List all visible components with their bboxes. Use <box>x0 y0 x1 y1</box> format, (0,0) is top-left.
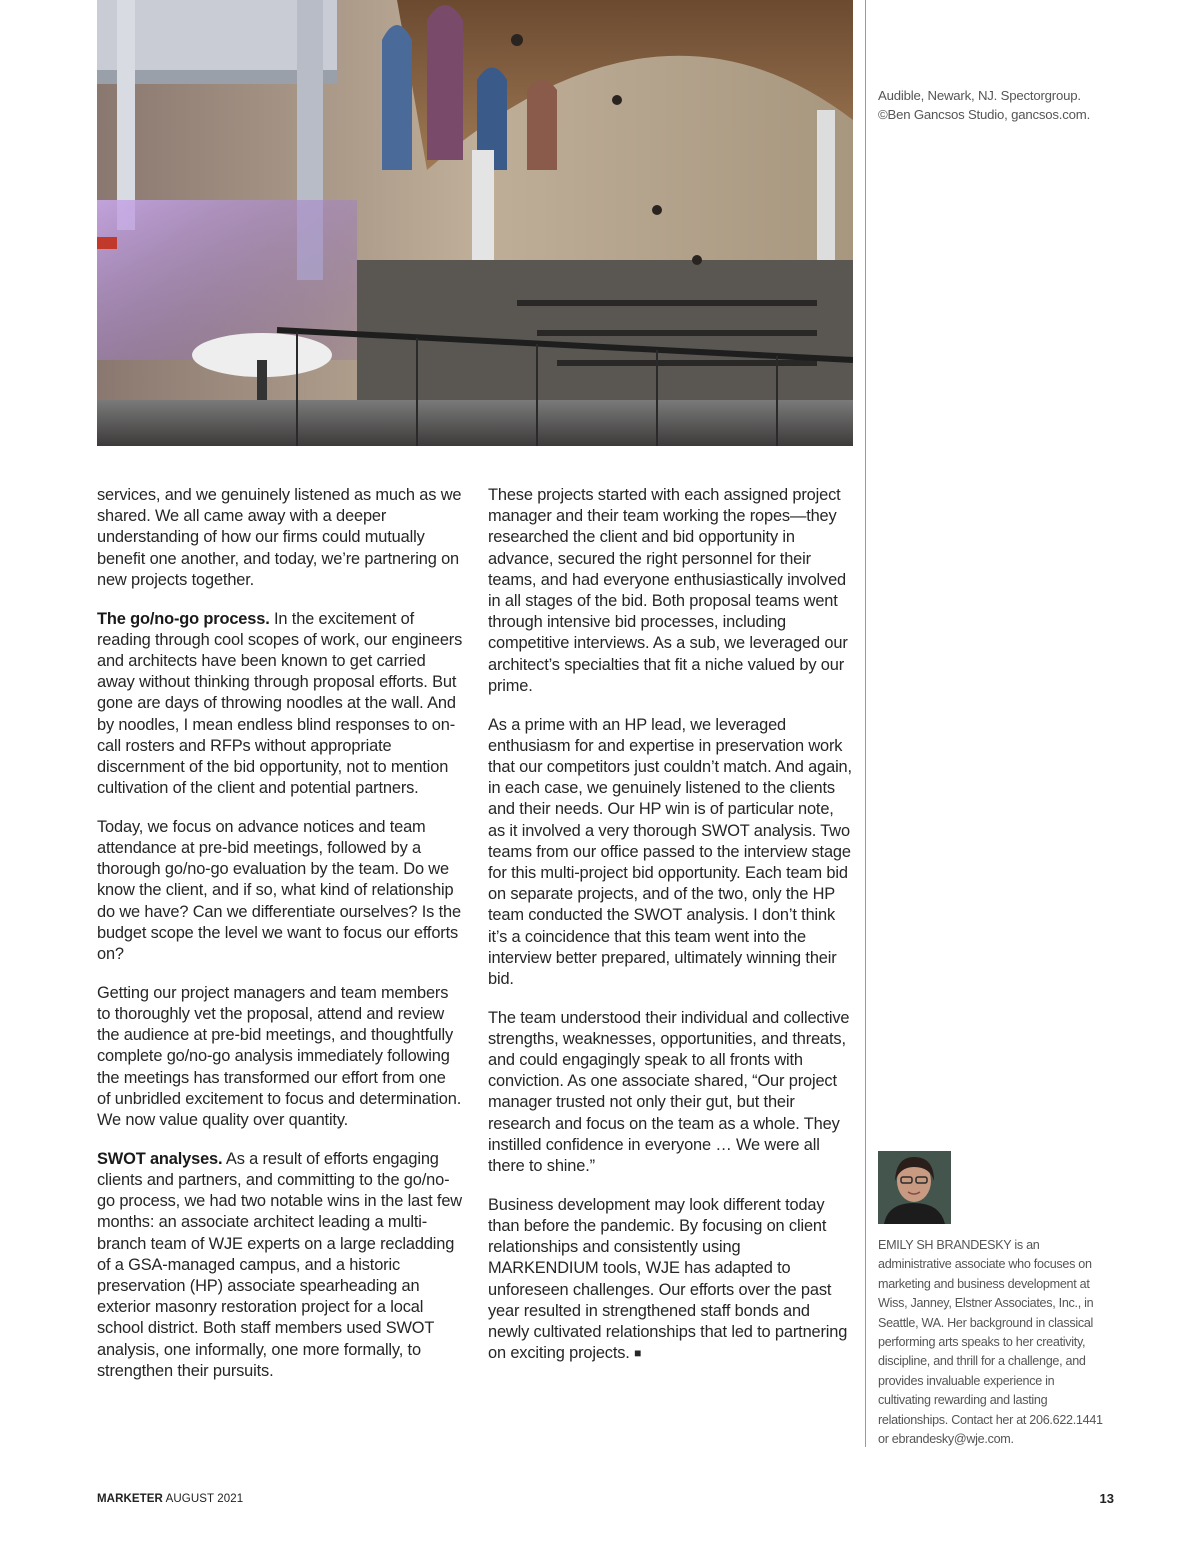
paragraph: Getting our project managers and team members to thoroughly vet the proposal, attend and review the audience at pre-bid meetings, and thoughtfully complete go/no-go analysis immediately following the meetings has transformed our effort from one of unbridled excitement to focus and determination. We now value quality over quantity. <box>97 983 462 1129</box>
column-divider <box>865 0 866 1447</box>
paragraph: These projects started with each assigned project manager and their team working the ropes—they researched the client and bid opportunity in advance, secured the right personnel for their teams, and had everyone enthusiastically involved in all stages of the bid. Both proposal teams went through intensive bid processes, including competitive interviews. As a sub, we leveraged our architect’s specialties that fit a niche valued by our prime. <box>488 486 848 695</box>
article-column-left <box>97 485 463 1399</box>
photo-caption <box>878 86 1118 124</box>
paragraph-body: In the excitement of reading through cool scopes of work, our engineers and architects have been known to get carried away without thinking through proposal efforts. But gone are days of throwing noodles at the wall. And by noodles, I mean endless blind responses to on-call rosters and RFPs without appropriate discernment of the bid opportunity, not to mention cultivation of the client and potential partners. <box>97 609 463 798</box>
caption-line-1: Audible, Newark, NJ. Spectorgroup. <box>878 88 1081 103</box>
paragraph <box>97 1149 463 1382</box>
paragraph: services, and we genuinely listened as much as we shared. We all came away with a deeper understanding of how our firms could mutually benefit one another, and today, we’re partnering on new projects together. <box>97 486 462 589</box>
paragraph: As a prime with an HP lead, we leveraged enthusiasm for and expertise in preservation work that our competitors just couldn’t match. And again, in each case, we genuinely listened to the clients and their needs. Our HP win is of particular note, as it involved a very thorough SWOT analysis. Two teams from our office passed to the interview stage for this multi-project bid opportunity. Each team bid on separate projects, and of the two, only the HP team conducted the SWOT analysis. I don’t think it’s a coincidence that this team went into the interview better prepared, ultimately winning their bid. <box>488 715 852 988</box>
paragraph <box>488 1195 854 1365</box>
feature-photo <box>97 0 853 446</box>
publication-name: MARKETER <box>97 1493 163 1505</box>
paragraph: The team understood their individual and collective strengths, weaknesses, opportunities, and threats, and could engagingly speak to all fronts with conviction. As one associate shared, “Our project manager trusted not only their gut, but their research and focus on the team as a whole. They instilled confidence in everyone … We were all there to shine.” <box>488 1008 850 1176</box>
paragraph <box>97 609 463 800</box>
section-lead: The go/no-go process. <box>97 609 270 628</box>
paragraph-body: As a result of efforts engaging clients and partners, and committing to the go/no-go process, we had two notable wins in the last few months: an associate architect leading a multi-branch team of WJE experts on a large recladding of a GSA-managed campus, and a historic preservation (HP) associate spearheading an exterior masonry restoration project for a local school district. Both staff members used SWOT analysis, one informally, one more formally, to strengthen their pursuits. <box>97 1149 462 1380</box>
author-headshot <box>878 1151 951 1224</box>
article-column-right <box>488 485 854 1382</box>
issue-date: AUGUST 2021 <box>162 1493 244 1505</box>
author-portrait-illustration <box>878 1151 951 1224</box>
page-number: 13 <box>1099 1491 1114 1506</box>
author-bio: EMILY SH BRANDESKY is an administrative associate who focuses on marketing and business development at Wiss, Janney, Elstner Associates, Inc., in Seattle, WA. Her background in classical performing arts speaks to her creativity, discipline, and thrill for a challenge, and provides invaluable experience in cultivating rewarding and lasting relationships. Contact her at 206.622.1441 or ebrandesky@wje.com. <box>878 1238 1103 1447</box>
caption-line-2: ©Ben Gancsos Studio, gancsos.com. <box>878 107 1091 122</box>
office-interior-illustration <box>97 0 853 446</box>
footer-publication <box>97 1493 243 1505</box>
paragraph: Today, we focus on advance notices and team attendance at pre-bid meetings, followed by a thorough go/no-go evaluation by the team. Do we know the client, and if so, what kind of relationship do we have? Can we differentiate ourselves? Is the budget scope the level we want to focus our efforts on? <box>97 817 461 964</box>
end-mark-icon: ■ <box>634 1346 642 1361</box>
paragraph-body: Business development may look different today than before the pandemic. By focusing on client relationships and consistently using MARKENDIUM tools, WJE has adapted to unforeseen challenges. Our efforts over the past year resulted in strengthened staff bonds and newly cultivated relationships that led to partnering on exciting projects. <box>488 1195 848 1363</box>
section-lead: SWOT analyses. <box>97 1149 223 1168</box>
